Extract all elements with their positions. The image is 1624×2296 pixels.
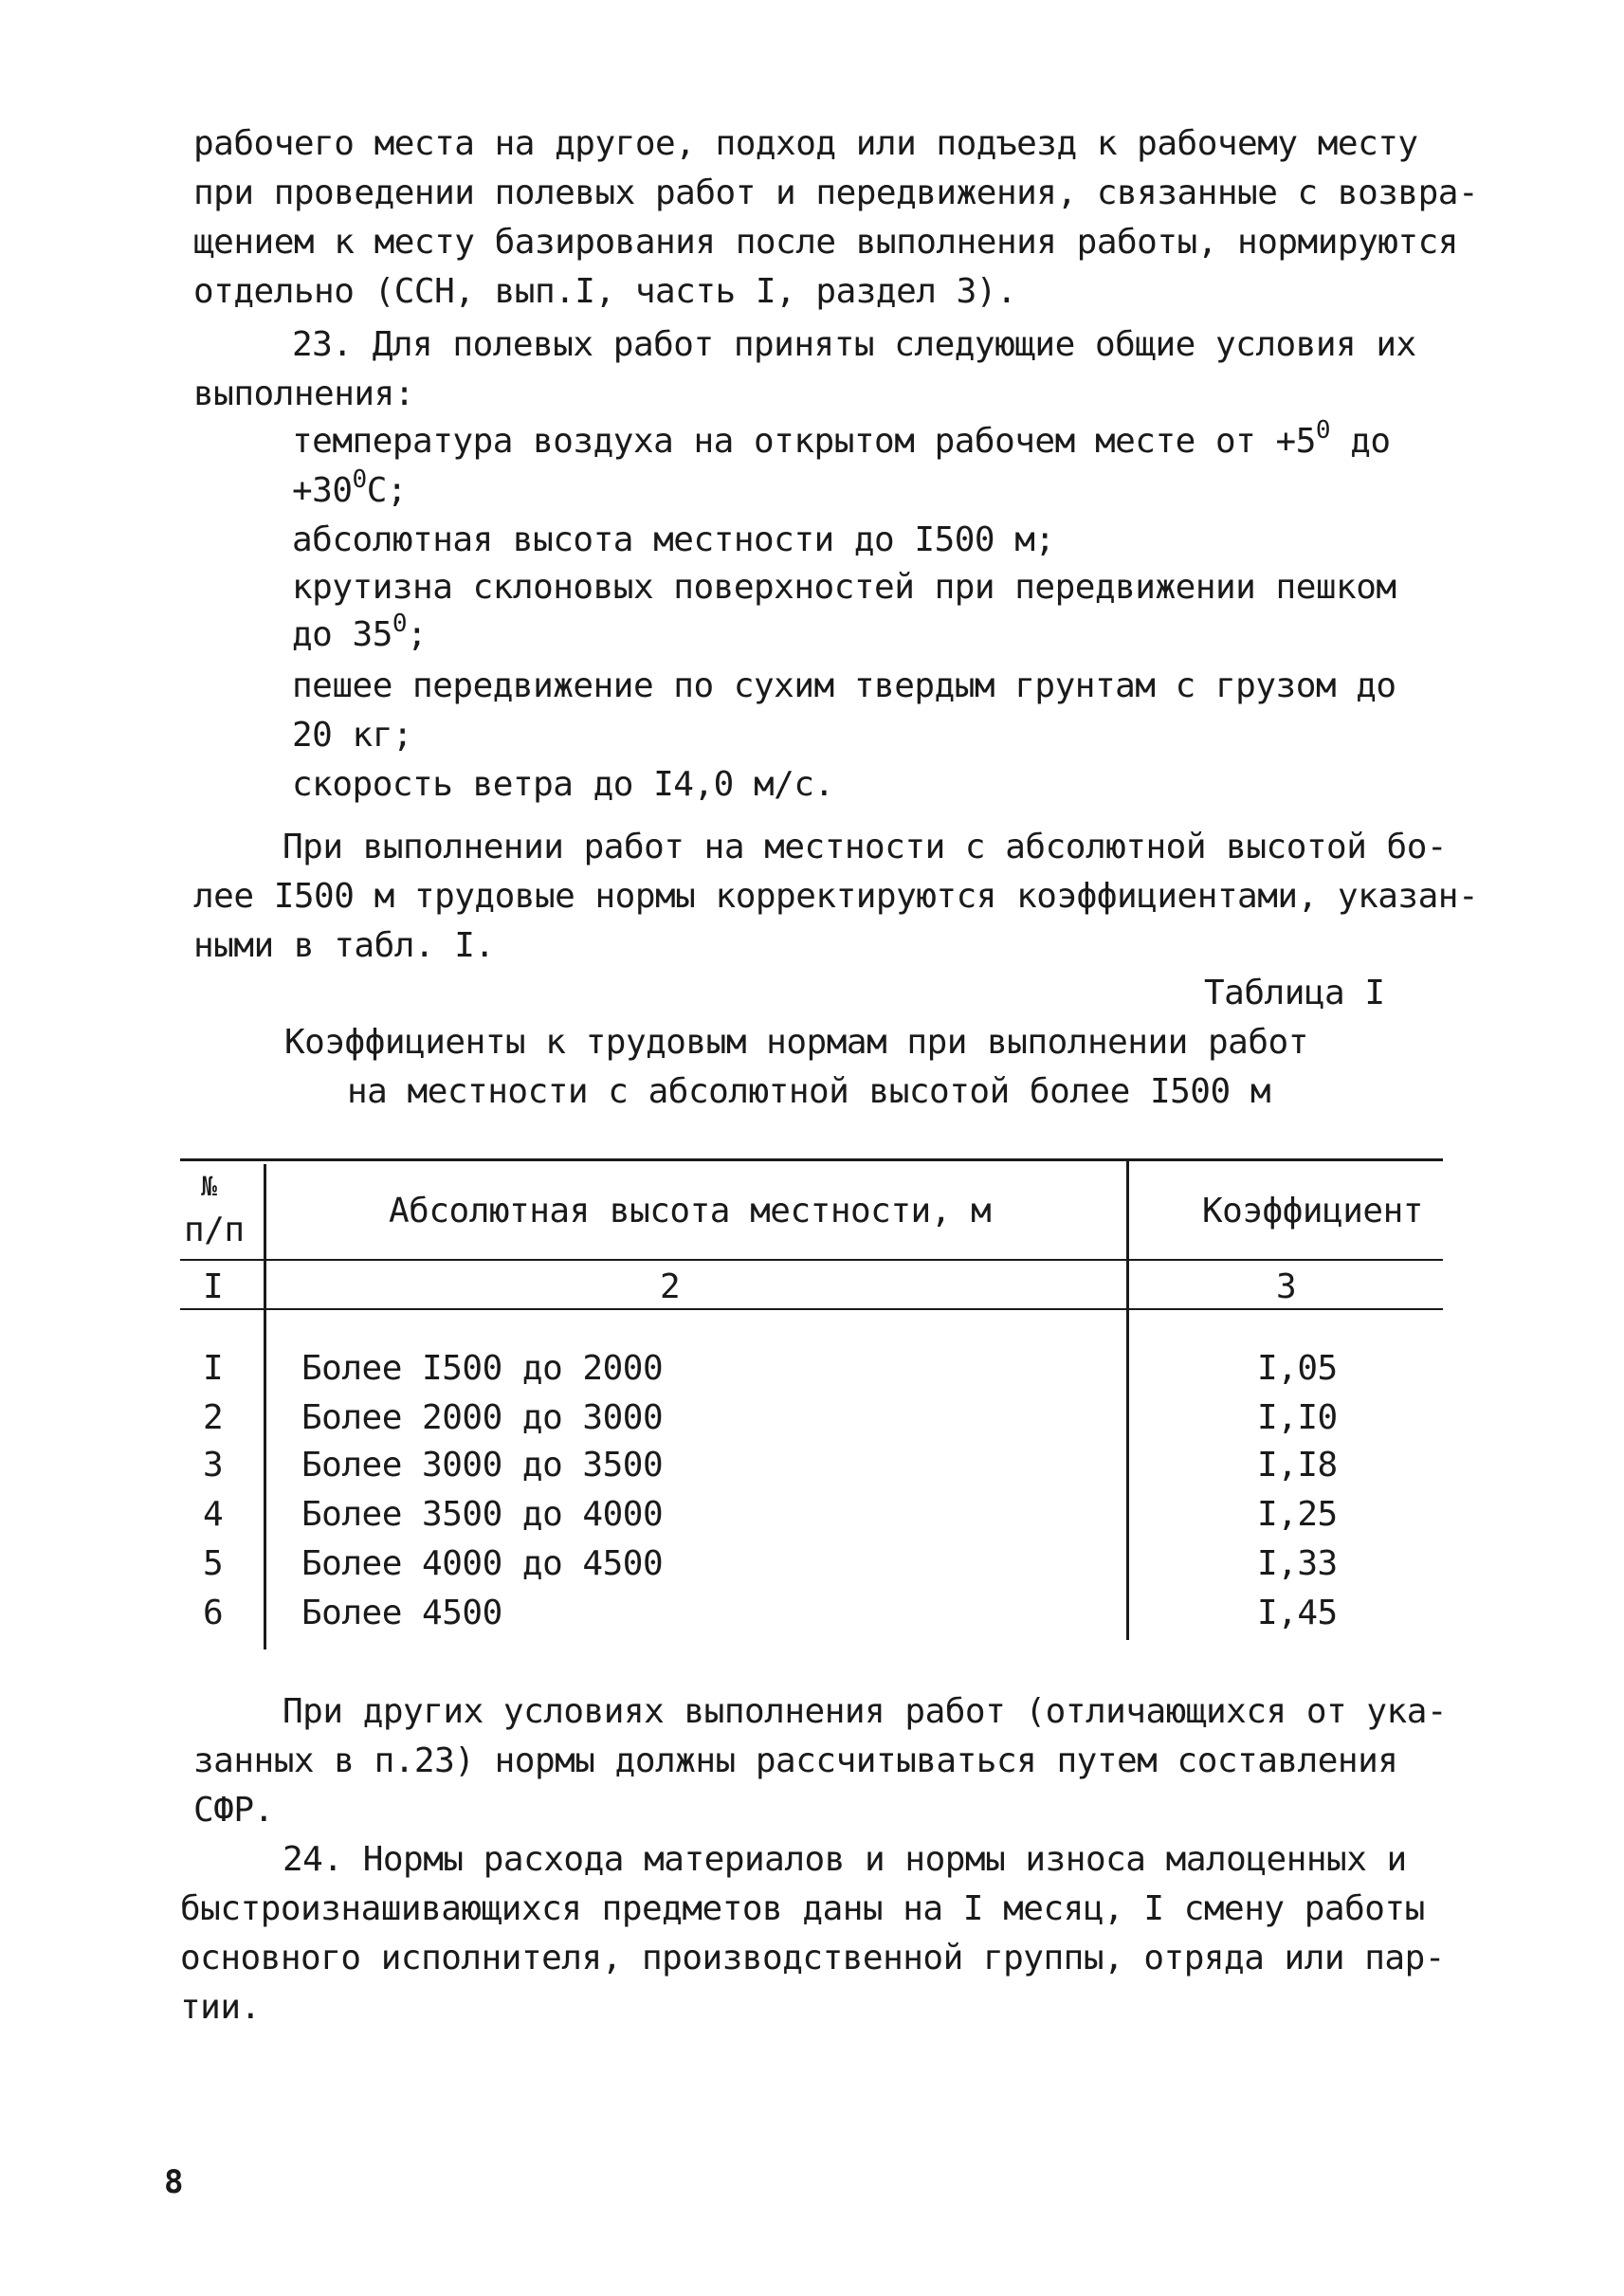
table-label: Таблица I <box>1204 974 1385 1012</box>
column-number: 2 <box>660 1267 681 1306</box>
section-23-heading-cont: выполнения: <box>193 374 414 413</box>
paragraph-line: При выполнении работ на местности с абсолютной высотой бо- <box>283 828 1448 866</box>
table-title: на местности с абсолютной высотой более I500 м <box>347 1072 1270 1111</box>
row-number: 2 <box>203 1398 224 1437</box>
row-coefficient: I,25 <box>1257 1495 1338 1534</box>
table-column-divider <box>1126 1158 1129 1640</box>
paragraph-line: щением к месту базирования после выполнения работы, нормируются <box>193 223 1458 262</box>
section-24-line: быстроизнашивающихся предметов даны на I месяц, I смену работы <box>180 1889 1425 1928</box>
header-coefficient: Коэффициент <box>1202 1192 1423 1230</box>
section-24-line: тии. <box>180 1988 261 2027</box>
row-number: 4 <box>203 1495 224 1534</box>
row-range: Более 2000 до 3000 <box>301 1398 664 1437</box>
row-coefficient: I,05 <box>1257 1349 1338 1388</box>
section-24-line: 24. Нормы расхода материалов и нормы износа малоценных и <box>283 1840 1407 1879</box>
row-coefficient: I,I8 <box>1257 1446 1338 1485</box>
condition-walking-cont: 20 кг; <box>292 716 413 755</box>
row-range: Более 3500 до 4000 <box>301 1495 664 1534</box>
column-number: 3 <box>1276 1267 1297 1306</box>
paragraph-line: рабочего места на другое, подход или подъезд к рабочему месту <box>193 124 1418 163</box>
condition-walking: пешее передвижение по сухим твердым грунтам с грузом до <box>292 666 1396 705</box>
table-title: Коэффициенты к трудовым нормам при выполнении работ <box>284 1023 1308 1062</box>
row-coefficient: I,45 <box>1257 1594 1338 1632</box>
paragraph-line: занных в п.23) нормы должны рассчитываться путем составления <box>193 1741 1398 1780</box>
header-number-sign: № <box>201 1171 217 1202</box>
section-24-line: основного исполнителя, производственной группы, отряда или пар- <box>180 1939 1445 1977</box>
paragraph-line: СФР. <box>193 1791 274 1830</box>
page-number: 8 <box>164 2163 183 2201</box>
condition-slope-cont: до $35^0$; <box>292 610 428 654</box>
paragraph-line: при проведении полевых работ и передвижения, связанные с возвра- <box>193 173 1479 212</box>
row-number: 3 <box>203 1446 224 1485</box>
condition-altitude: абсолютная высота местности до I500 м; <box>292 520 1055 559</box>
condition-wind: скорость ветра до I4,0 м/с. <box>292 765 834 804</box>
row-number: I <box>203 1349 224 1388</box>
table-header-rule <box>180 1259 1443 1261</box>
paragraph-line: отдельно (ССН, вып.I, часть I, раздел 3). <box>193 272 1017 311</box>
table-column-divider <box>264 1164 266 1649</box>
paragraph-line: ными в табл. I. <box>193 926 495 965</box>
header-number: п/п <box>184 1211 245 1249</box>
header-altitude: Абсолютная высота местности, м <box>389 1192 992 1230</box>
row-range: Более 4500 <box>301 1594 502 1632</box>
condition-temperature: температура воздуха на открытом рабочем месте от $+5^0$ до <box>292 416 1391 461</box>
row-number: 6 <box>203 1594 224 1632</box>
row-coefficient: I,I0 <box>1257 1398 1338 1437</box>
row-range: Более I500 до 2000 <box>301 1349 664 1388</box>
row-number: 5 <box>203 1544 224 1583</box>
condition-temperature-cont: $+30^0С$; <box>292 465 408 510</box>
section-23-heading: 23. Для полевых работ приняты следующие общие условия их <box>292 325 1416 364</box>
row-range: Более 4000 до 4500 <box>301 1544 664 1583</box>
table-top-rule <box>180 1158 1443 1161</box>
column-number: I <box>203 1267 224 1306</box>
paragraph-line: лее I500 м трудовые нормы корректируются коэффициентами, указан- <box>193 877 1479 916</box>
row-coefficient: I,33 <box>1257 1544 1338 1583</box>
table-numbering-rule <box>180 1308 1443 1310</box>
condition-slope: крутизна склоновых поверхностей при передвижении пешком <box>292 568 1396 607</box>
row-range: Более 3000 до 3500 <box>301 1446 664 1485</box>
paragraph-line: При других условиях выполнения работ (отличающихся от ука- <box>283 1692 1448 1731</box>
